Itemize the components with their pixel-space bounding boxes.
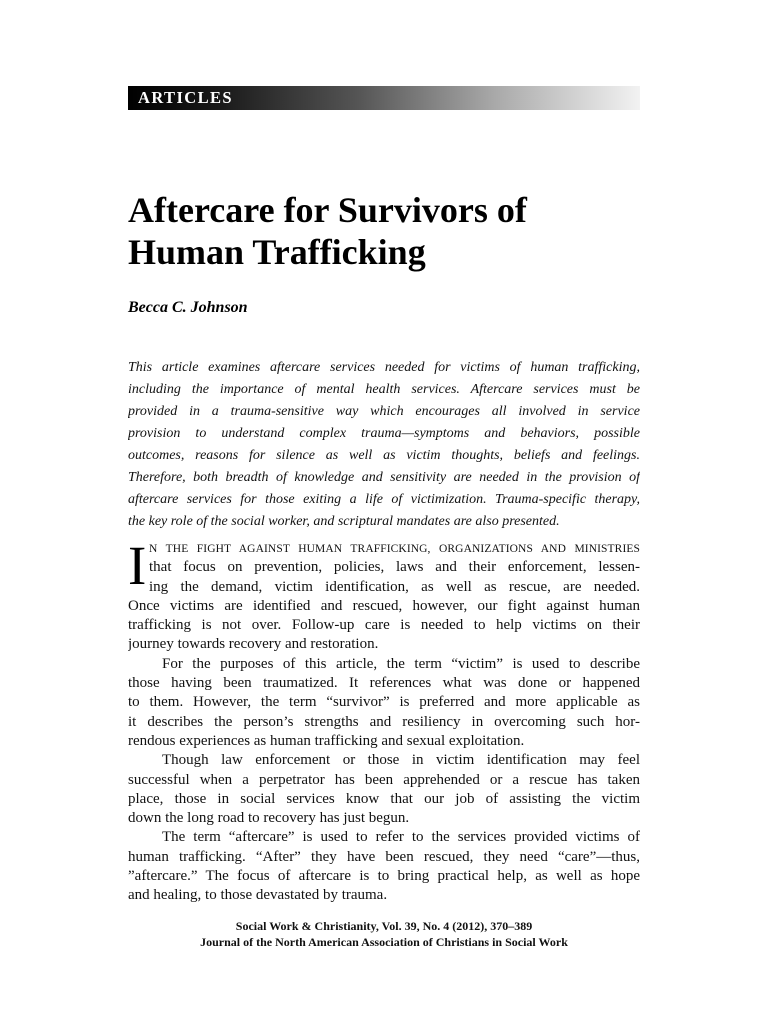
title-line: Human Trafficking [128,232,426,272]
body-line: For the purposes of this article, the term “victim” is used to describe [162,655,640,672]
body-line: Though law enforcement or those in victim identification may feel [162,752,640,769]
body-line: successful when a perpetrator has been apprehended or a rescue has taken [128,771,640,788]
drop-cap: I [128,535,147,596]
article-body [128,535,640,906]
body-line: that focus on prevention, policies, laws and their enforcement, lessen- [149,559,640,576]
abstract-line: aftercare services for those exiting a life of victimization. Trauma-specific therapy, [128,492,640,507]
title-line: Aftercare for Survivors of [128,190,527,230]
body-line: The term “aftercare” is used to refer to the services provided victims of [162,829,640,846]
abstract-line: including the importance of mental health services. Aftercare services must be [128,382,640,397]
body-line: and healing, to those devastated by trauma. [128,887,388,904]
body-line: rendous experiences as human trafficking and sexual exploitation. [128,732,525,749]
body-line: Once victims are identified and rescued, however, our fight against human [128,597,640,614]
abstract-line: outcomes, reasons for silence as well as victim thoughts, beliefs and feelings. [128,448,640,463]
body-line: it describes the person’s strengths and resiliency in overcoming such hor- [128,713,640,730]
body-line: those having been traumatized. It references what was done or happened [128,675,640,692]
body-line: human trafficking. “After” they have been rescued, they need “care”—thus, [128,848,640,865]
abstract-line: Therefore, both breadth of knowledge and sensitivity are needed in the provision of [128,470,640,485]
abstract-line: This article examines aftercare services needed for victims of human trafficking, [128,360,640,375]
body-line: ”aftercare.” The focus of aftercare is to bring practical help, as well as hope [128,868,640,885]
journal-name: Journal of the North American Association of Christians in Social Work [200,935,568,949]
body-line [128,539,640,558]
body-line: ing the demand, victim identification, as well as rescue, are needed. [149,578,640,595]
body-line: down the long road to recovery has just begun. [128,810,410,827]
abstract [128,357,640,533]
section-label: ARTICLES [138,88,233,107]
body-line: journey towards recovery and restoration. [128,636,379,653]
citation-line: Social Work & Christianity, Vol. 39, No. 4 (2012), 370–389 [235,919,533,933]
section-banner [128,86,640,110]
article-title [128,189,648,273]
abstract-line: provision to understand complex trauma—symptoms and behaviors, possible [128,426,640,441]
body-line: to them. However, the term “survivor” is preferred and more applicable as [128,694,640,711]
author-name: Becca C. Johnson [128,299,248,316]
journal-citation [128,918,640,950]
body-line: place, those in social services know that our job of assisting the victim [128,790,640,807]
abstract-line: provided in a trauma-sensitive way which encourages all involved in service [128,404,640,419]
abstract-line: the key role of the social worker, and scriptural mandates are also presented. [128,514,560,529]
body-line: trafficking is not over. Follow-up care is needed to help victims on their [128,617,640,634]
opening-smallcaps: N THE FIGHT AGAINST HUMAN TRAFFICKING, ORGANIZATIONS AND MINISTRIES [149,543,640,555]
